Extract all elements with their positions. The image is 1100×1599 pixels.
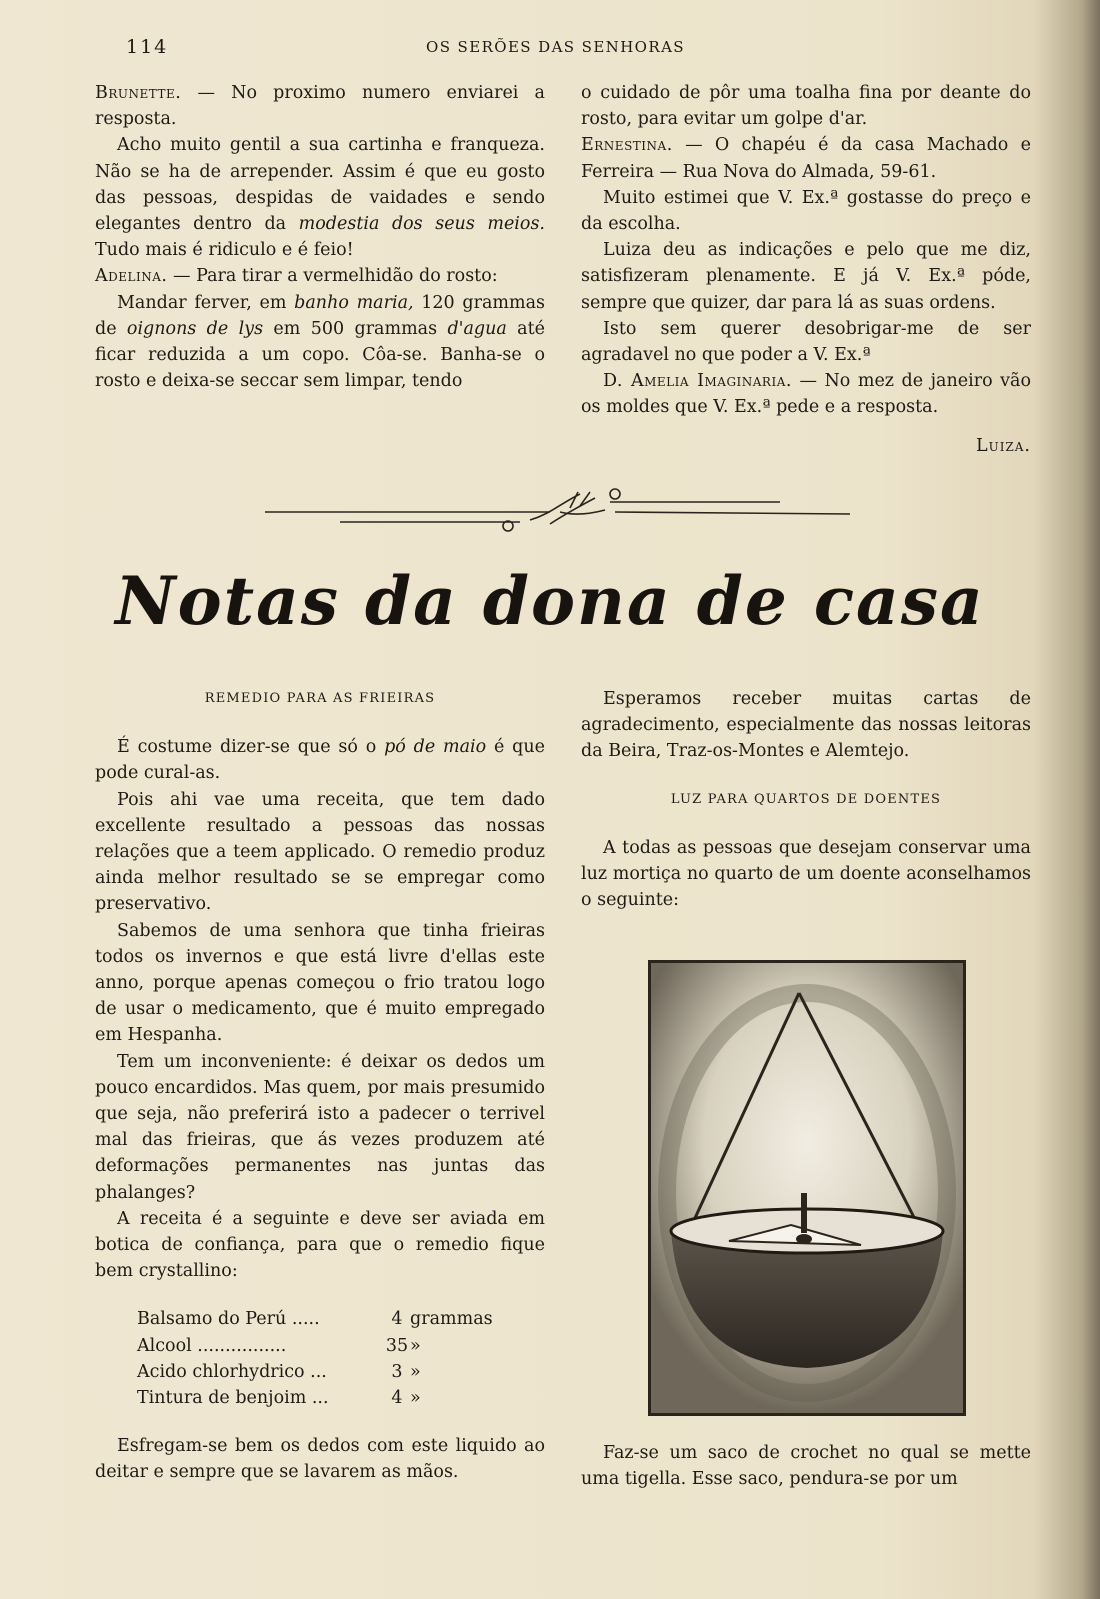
paragraph: Sabemos de uma senhora que tinha frieiras todos os invernos e que está livre d'ellas este anno, porque apenas começou o frio tratou logo de usar o medicamento, que é muito empregado em Hespanha. [95,920,545,1046]
paragraph: Luiza deu as indicações e pelo que me diz, satisfizeram plenamente. E já V. Ex.ª póde, sempre que quizer, dar para lá as suas ordens. [581,240,1031,313]
bowl-lamp-image [651,963,963,1413]
subheading-remedy: REMEDIO PARA AS FRIEIRAS [204,691,436,706]
page-header [126,36,1026,60]
reply-name: Brunette. [95,83,182,103]
paragraph: Isto sem querer desobrigar-me de ser agradavel no que poder a V. Ex.ª [581,318,1031,366]
recipe-row: Balsamo do Perú ..... 4 grammas [137,1309,493,1330]
reply-adelina: Adelina. — Para tirar a vermelhidão do rosto: [95,266,498,287]
ornament-divider [260,484,860,544]
reply-name: Adelina. [95,266,168,287]
running-title: OS SERÕES DAS SENHORAS [426,38,685,56]
recipe-row: Acido chlorhydrico ... 3 » [137,1361,421,1382]
reply-name: D. Amelia Imaginaria. [603,371,792,392]
reply-brunette: Brunette. — No proximo numero enviarei a resposta. [95,83,545,130]
paragraph: Mandar ferver, em banho maria, 120 grammas de oignons de lys em 500 grammas d'agua até ficar reduzida a um copo. Côa-se. Banha-se o rosto e deixa-se seccar sem limpar, tendo [95,292,546,392]
reply-name: Ernestina. [581,135,673,156]
recipe-row: Tintura de benjoim ... 4 » [137,1388,421,1409]
article-right-column [581,686,1031,913]
correspondence-column-left [95,80,545,394]
paragraph: o cuidado de pôr uma toalha fina por deante do rosto, para evitar um golpe d'ar. [581,83,1031,130]
paragraph: Acho muito gentil a sua cartinha e franqueza. Não se ha de arrepender. Assim é que eu gosto das pessoas, despidas de vaidades e sendo elegantes dentro da modestia dos seus meios. Tudo mais é ridiculo e é feio! [95,135,545,261]
reply-amelia: D. Amelia Imaginaria. — No mez de janeiro vão os moldes que V. Ex.ª pede e a resposta. [581,371,1031,418]
recipe-row: Alcool ................ 35 » [137,1335,421,1356]
section-title: Notas da dona de casa [115,562,985,640]
recipe-list [95,1306,545,1411]
paragraph: Muito estimei que V. Ex.ª gostasse do preço e da escolha. [581,187,1031,235]
signature: Luiza. [975,435,1031,456]
paragraph: A todas as pessoas que desejam conservar uma luz mortiça no quarto de um doente aconselhamos o seguinte: [581,837,1031,911]
paragraph: Faz-se um saco de crochet no qual se mette uma tigella. Esse saco, pendura-se por um [581,1443,1031,1490]
paragraph: É costume dizer-se que só o pó de maio é que pode cural-as. [95,737,545,784]
paragraph: Esperamos receber muitas cartas de agradecimento, especialmente das nossas leitoras da Beira, Traz-os-Montes e Alemtejo. [581,689,1031,762]
reply-ernestina: Ernestina. — O chapéu é da casa Machado e Ferreira — Rua Nova do Almada, 59-61. [581,135,1031,182]
article-right-continuation [581,1440,1031,1492]
paragraph: Tem um inconveniente: é deixar os dedos um pouco encardidos. Mas quem, por mais presumido que seja, não preferirá isto a padecer o terrivel mal das frieiras, que ás vezes produzem até deformações permanentes nas juntas das phalanges? [95,1051,545,1203]
book-gutter [1084,0,1100,1599]
hanging-bowl-illustration [648,960,966,1416]
subheading-light: LUZ PARA QUARTOS DE DOENTES [670,791,942,807]
paragraph: Pois ahi vae uma receita, que tem dado excellente resultado a pessoas das nossas relações que a teem applicado. O remedio produz ainda melhor resultado se se empregar como preservativo. [95,789,545,915]
paragraph: Esfregam-se bem os dedos com este liquido ao deitar e sempre que se lavarem as mãos. [95,1436,545,1483]
correspondence-column-right [581,80,1031,459]
article-left-column [95,686,545,1486]
paragraph: A receita é a seguinte e deve ser aviada em botica de confiança, para que o remedio fique bem crystallino: [95,1208,545,1282]
page-number: 114 [126,36,169,58]
